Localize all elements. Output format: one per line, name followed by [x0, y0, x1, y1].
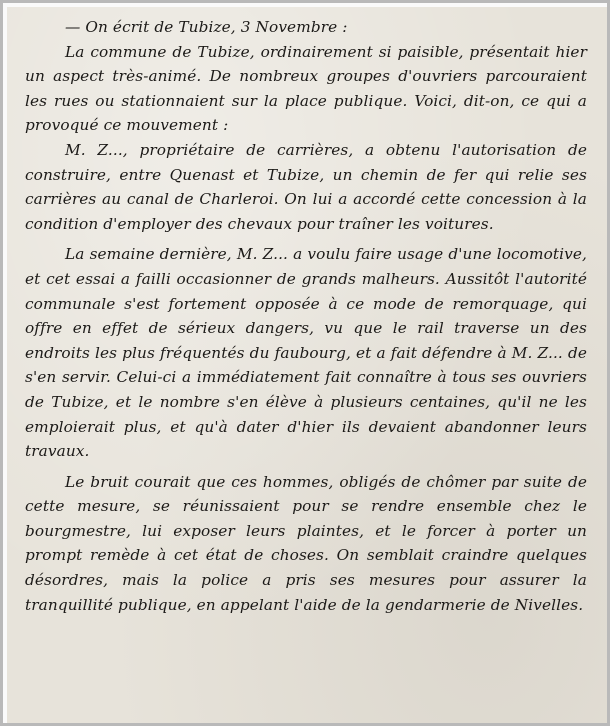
news-article — [25, 15, 587, 617]
article-dateline: — On écrit de Tubize, 3 Novembre : — [65, 18, 348, 36]
article-paragraph-3: La semaine dernière, M. Z... a voulu faire usage d'une locomotive, et cet essai a failli occasionner de grands malheurs. Aussitôt l'autorité communale s'est fortement opposée à ce mode de remorquage, qui offre en effet de sérieux dangers, vu que le rail traverse un des endroits les plus fréquentés du faubourg, et a fait défendre à M. Z... de s'en servir. Celui-ci a immédiatement fait connaître à tous ses ouvriers de Tubize, et le nombre s'en élève à plusieurs centaines, qu'il ne les emploierait plus, et qu'à dater d'hier ils devaient abandonner leurs travaux. — [25, 245, 587, 461]
newspaper-clipping — [7, 7, 607, 723]
article-paragraph-2: M. Z..., propriétaire de carrières, a obtenu l'autorisation de construire, entre Quenast et Tubize, un chemin de fer qui relie ses carrières au canal de Charleroi. On lui a accordé cette concession à la condition d'employer des chevaux pour traîner les voitures. — [25, 140, 587, 233]
article-paragraph-4: Le bruit courait que ces hommes, obligés de chômer par suite de cette mesure, se réunissaient pour se rendre ensemble chez le bourgmestre, lui exposer leurs plaintes, et le forcer à porter un prompt remède à cet état de choses. On semblait craindre quelques désordres, mais la police a pris ses mesures pour assurer la tranquillité publique, en appelant l'aide de la gendarmerie de Nivelles. — [25, 472, 587, 614]
article-paragraph-1: La commune de Tubize, ordinairement si paisible, présentait hier un aspect très-animé. De nombreux groupes d'ouvriers parcouraient les rues ou stationnaient sur la place publique. Voici, dit-on, ce qui a provoqué ce mouvement : — [25, 42, 587, 135]
